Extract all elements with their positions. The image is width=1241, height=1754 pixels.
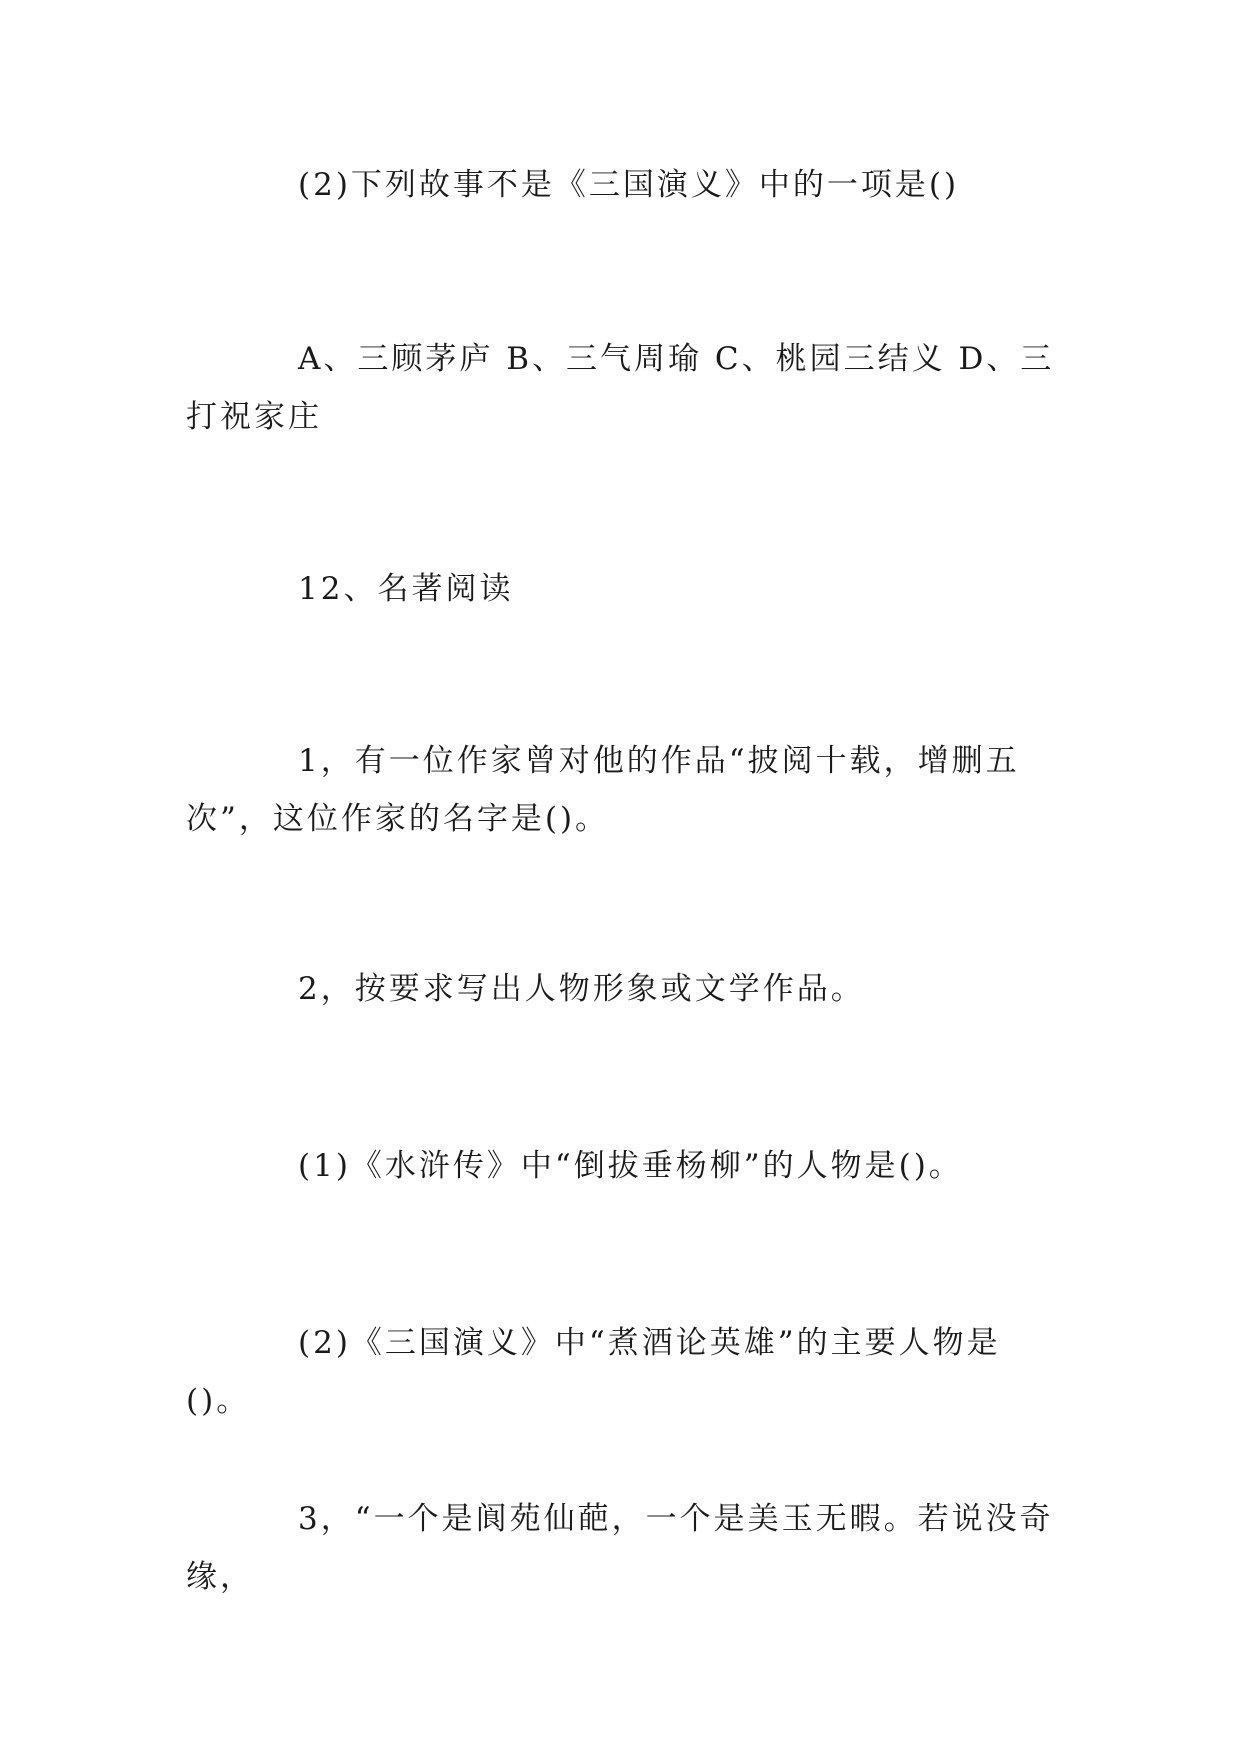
- section-heading: 12、名著阅读: [298, 571, 514, 607]
- question-2-options: A、三顾茅庐 B、三气周瑜 C、桃园三结义 D、三打祝家庄: [186, 341, 1055, 435]
- subquestion-1: (1)《水浒传》中“倒拔垂杨柳”的人物是()。: [298, 1148, 963, 1184]
- question-2-stem: (2)下列故事不是《三国演义》中的一项是(): [298, 167, 960, 203]
- subquestion-2: (2)《三国演义》中“煮酒论英雄”的主要人物是()。: [186, 1325, 1001, 1419]
- question-1: 1，有一位作家曾对他的作品“披阅十载，增删五次”，这位作家的名字是()。: [186, 743, 1020, 837]
- question-2-instruction: 2，按要求写出人物形象或文学作品。: [298, 971, 865, 1007]
- question-3: 3，“一个是阆苑仙葩，一个是美玉无暇。若说没奇缘，: [186, 1501, 1054, 1595]
